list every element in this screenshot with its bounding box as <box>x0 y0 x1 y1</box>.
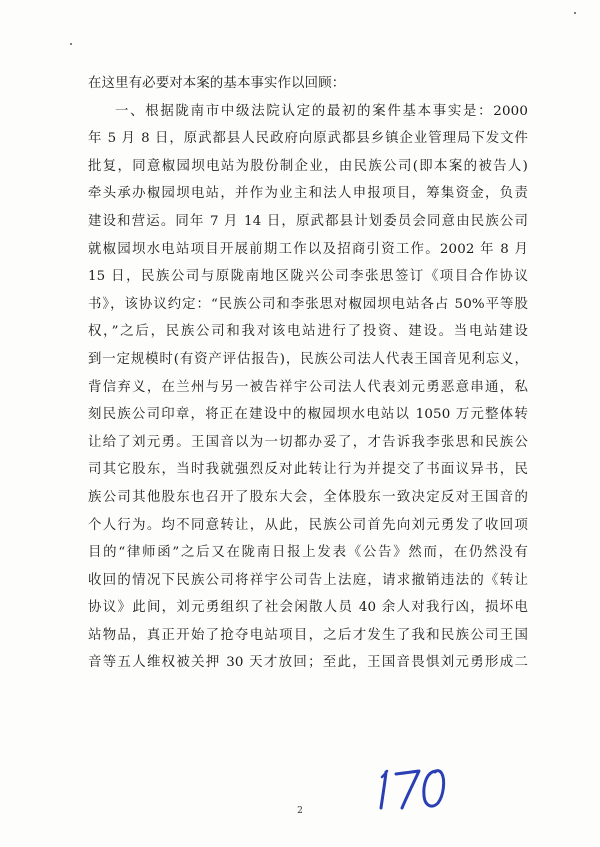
text-line: 让给了刘元勇。王国音以为一切都办妥了，才告诉我李张思和民族公 <box>88 434 528 450</box>
text-line: 刻民族公司印章，将正在建设中的椒园坝水电站以 1050 万元整体转 <box>88 407 528 423</box>
text-line: 站物品，真正开始了抢夺电站项目，之后才发生了我和民族公司王国 <box>88 627 528 643</box>
text-line: 建设和营运。同年 7 月 14 日，原武都县计划委员会同意由民族公司 <box>88 213 528 229</box>
text-line: 背信弃义，在兰州与另一被告祥宇公司法人代表刘元勇恶意串通，私 <box>88 379 528 395</box>
text-line: 目的“律师函”之后又在陇南日报上发表《公告》然而，在仍然没有 <box>88 545 528 561</box>
text-line: 收回的情况下民族公司将祥宇公司告上法庭，请求撤销违法的《转让 <box>88 572 528 588</box>
text-line: 年 5 月 8 日，原武都县人民政府向原武都县乡镇企业管理局下发文件 <box>88 131 528 147</box>
text-line: 就椒园坝水电站项目开展前期工作以及招商引资工作。2002 年 8 月 <box>88 241 528 257</box>
page-number: 2 <box>297 806 303 816</box>
text-line: 15 日，民族公司与原陇南地区陇兴公司李张思签订《项目合作协议 <box>88 269 528 285</box>
text-line: 一、根据陇南市中级法院认定的最初的案件基本事实是：2000 <box>115 103 528 119</box>
text-line: 书》，该协议约定：“民族公司和李张思对椒园坝电站各占 50%平等股 <box>88 296 528 312</box>
text-line: 牵头承办椒园坝电站，并作为业主和法人申报项目，筹集资金，负责 <box>88 186 528 202</box>
scan-speck <box>574 12 576 14</box>
text-line: 个人行为。均不同意转让，从此，民族公司首先向刘元勇发了收回项 <box>88 517 528 533</box>
text-line: 到一定规模时(有资产评估报告)，民族公司法人代表王国音见利忘义， <box>88 351 528 367</box>
text-line: 批复，同意椒园坝电站为股份制企业，由民族公司(即本案的被告人) <box>88 158 528 174</box>
scan-speck <box>70 43 72 45</box>
text-line: 在这里有必要对本案的基本事实作以回顾： <box>88 76 346 91</box>
text-line: 音等五人维权被关押 30 天才放回；至此，王国音畏惧刘元勇形成二 <box>88 655 528 671</box>
text-line: 司其它股东，当时我就强烈反对此转让行为并提交了书面议异书，民 <box>88 462 528 478</box>
text-line: 权，”之后，民族公司和我对该电站进行了投资、建设。当电站建设 <box>88 324 528 340</box>
text-line: 协议》此间，刘元勇组织了社会闲散人员 40 余人对我行凶，损坏电 <box>88 600 528 616</box>
text-line: 族公司其他股东也召开了股东大会，全体股东一致决定反对王国音的 <box>88 489 528 505</box>
body-text <box>88 70 528 677</box>
